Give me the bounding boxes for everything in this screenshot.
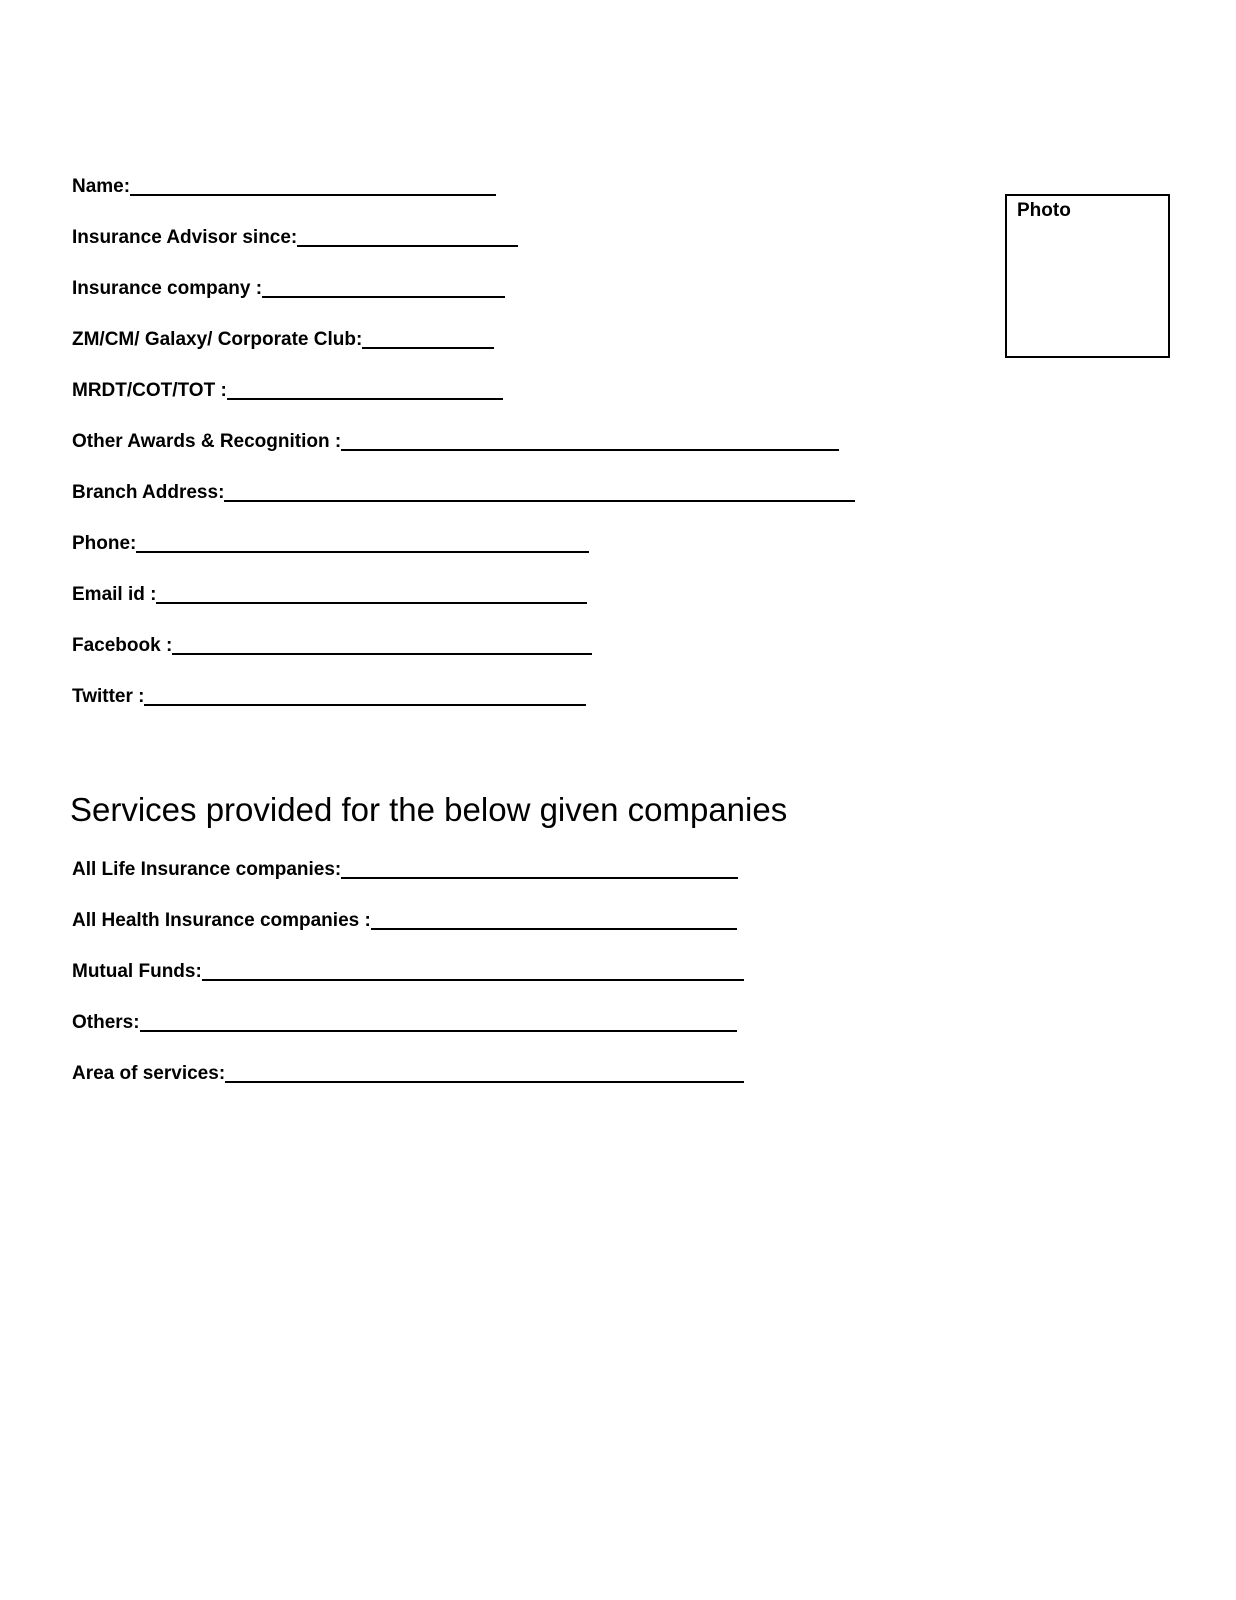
health-insurance-label: All Health Insurance companies : xyxy=(72,910,371,931)
club-field xyxy=(72,323,494,353)
phone-field xyxy=(72,527,589,557)
advisor-since-field xyxy=(72,221,518,251)
mutual-funds-line xyxy=(202,978,744,981)
twitter-line xyxy=(144,703,586,706)
insurance-company-field xyxy=(72,272,505,302)
name-label: Name: xyxy=(72,176,131,197)
name-field xyxy=(72,170,496,200)
advisor-since-label: Insurance Advisor since: xyxy=(72,227,298,248)
mutual-funds-field xyxy=(72,955,744,985)
health-insurance-line xyxy=(371,927,737,930)
area-of-services-field xyxy=(72,1057,744,1087)
facebook-field xyxy=(72,629,592,659)
others-line xyxy=(140,1029,737,1032)
area-of-services-label: Area of services: xyxy=(72,1063,226,1084)
mutual-funds-label: Mutual Funds: xyxy=(72,961,202,982)
branch-address-field xyxy=(72,476,855,506)
others-field xyxy=(72,1006,737,1036)
area-of-services-line xyxy=(225,1080,744,1083)
email-label: Email id : xyxy=(72,584,157,605)
mrdt-line xyxy=(227,397,503,400)
services-heading: Services provided for the below given companies xyxy=(70,791,788,828)
insurance-company-label: Insurance company : xyxy=(72,278,263,299)
phone-label: Phone: xyxy=(72,533,137,554)
email-field xyxy=(72,578,587,608)
mrdt-field xyxy=(72,374,503,404)
health-insurance-field xyxy=(72,904,737,934)
awards-label: Other Awards & Recognition : xyxy=(72,431,342,452)
insurance-company-line xyxy=(262,295,505,298)
photo-box xyxy=(1005,194,1170,358)
facebook-line xyxy=(172,652,592,655)
email-line xyxy=(156,601,587,604)
branch-address-line xyxy=(224,499,855,502)
club-label: ZM/CM/ Galaxy/ Corporate Club: xyxy=(72,329,363,350)
branch-address-label: Branch Address: xyxy=(72,482,225,503)
name-line xyxy=(130,193,496,196)
others-label: Others: xyxy=(72,1012,140,1033)
life-insurance-line xyxy=(341,876,738,879)
facebook-label: Facebook : xyxy=(72,635,173,656)
photo-label: Photo xyxy=(1017,200,1071,221)
twitter-field xyxy=(72,680,586,710)
club-line xyxy=(362,346,494,349)
life-insurance-label: All Life Insurance companies: xyxy=(72,859,342,880)
advisor-since-line xyxy=(297,244,518,247)
twitter-label: Twitter : xyxy=(72,686,145,707)
awards-field xyxy=(72,425,839,455)
phone-line xyxy=(136,550,589,553)
life-insurance-field xyxy=(72,853,738,883)
mrdt-label: MRDT/COT/TOT : xyxy=(72,380,227,401)
awards-line xyxy=(341,448,839,451)
